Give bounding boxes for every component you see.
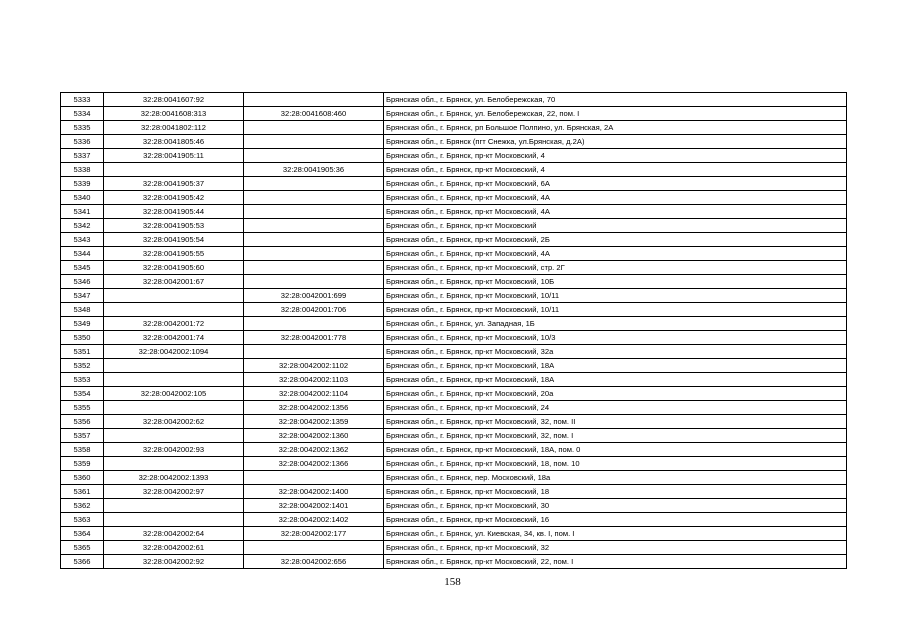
row-number-cell: 5353 bbox=[61, 373, 104, 387]
linked-cadastral-number-cell: 32:28:0042002:1362 bbox=[244, 443, 384, 457]
address-cell: Брянская обл., г. Брянск, пр-кт Московский bbox=[384, 219, 847, 233]
table-row bbox=[61, 471, 847, 485]
address-cell: Брянская обл., г. Брянск, пр-кт Московский, 32 bbox=[384, 541, 847, 555]
row-number-cell: 5350 bbox=[61, 331, 104, 345]
cadastral-number-cell: 32:28:0041905:44 bbox=[104, 205, 244, 219]
table-row bbox=[61, 163, 847, 177]
linked-cadastral-number-cell: 32:28:0042002:1401 bbox=[244, 499, 384, 513]
address-cell: Брянская обл., г. Брянск, пр-кт Московский, 4А bbox=[384, 191, 847, 205]
linked-cadastral-number-cell bbox=[244, 541, 384, 555]
row-number-cell: 5355 bbox=[61, 401, 104, 415]
table-row bbox=[61, 541, 847, 555]
linked-cadastral-number-cell bbox=[244, 191, 384, 205]
linked-cadastral-number-cell: 32:28:0042002:1402 bbox=[244, 513, 384, 527]
row-number-cell: 5344 bbox=[61, 247, 104, 261]
address-cell: Брянская обл., г. Брянск, пр-кт Московский, 18А bbox=[384, 359, 847, 373]
row-number-cell: 5357 bbox=[61, 429, 104, 443]
table-row bbox=[61, 177, 847, 191]
cadastral-number-cell bbox=[104, 499, 244, 513]
cadastral-number-cell: 32:28:0042001:72 bbox=[104, 317, 244, 331]
address-cell: Брянская обл., г. Брянск (пгт Снежка, ул.Брянская, д.2А) bbox=[384, 135, 847, 149]
table-row bbox=[61, 149, 847, 163]
row-number-cell: 5360 bbox=[61, 471, 104, 485]
address-cell: Брянская обл., г. Брянск, пр-кт Московский, 20а bbox=[384, 387, 847, 401]
linked-cadastral-number-cell: 32:28:0042002:1102 bbox=[244, 359, 384, 373]
linked-cadastral-number-cell bbox=[244, 247, 384, 261]
address-cell: Брянская обл., г. Брянск, пр-кт Московский, 4А bbox=[384, 247, 847, 261]
linked-cadastral-number-cell: 32:28:0042002:656 bbox=[244, 555, 384, 569]
address-cell: Брянская обл., г. Брянск, пр-кт Московский, 6А bbox=[384, 177, 847, 191]
table-row bbox=[61, 387, 847, 401]
cadastral-number-cell: 32:28:0041905:55 bbox=[104, 247, 244, 261]
linked-cadastral-number-cell: 32:28:0041905:36 bbox=[244, 163, 384, 177]
table-row bbox=[61, 443, 847, 457]
address-cell: Брянская обл., г. Брянск, ул. Западная, 1Б bbox=[384, 317, 847, 331]
row-number-cell: 5361 bbox=[61, 485, 104, 499]
table-row bbox=[61, 191, 847, 205]
row-number-cell: 5352 bbox=[61, 359, 104, 373]
cadastral-number-cell: 32:28:0042002:1393 bbox=[104, 471, 244, 485]
row-number-cell: 5343 bbox=[61, 233, 104, 247]
table-row bbox=[61, 331, 847, 345]
linked-cadastral-number-cell: 32:28:0042001:778 bbox=[244, 331, 384, 345]
linked-cadastral-number-cell: 32:28:0042002:1104 bbox=[244, 387, 384, 401]
linked-cadastral-number-cell: 32:28:0042002:1359 bbox=[244, 415, 384, 429]
address-cell: Брянская обл., г. Брянск, пр-кт Московский, 10Б bbox=[384, 275, 847, 289]
row-number-cell: 5362 bbox=[61, 499, 104, 513]
linked-cadastral-number-cell bbox=[244, 149, 384, 163]
row-number-cell: 5346 bbox=[61, 275, 104, 289]
table-row bbox=[61, 527, 847, 541]
linked-cadastral-number-cell bbox=[244, 93, 384, 107]
table-row bbox=[61, 205, 847, 219]
row-number-cell: 5359 bbox=[61, 457, 104, 471]
address-cell: Брянская обл., г. Брянск, пр-кт Московский, 32а bbox=[384, 345, 847, 359]
table-row bbox=[61, 135, 847, 149]
address-cell: Брянская обл., г. Брянск, пр-кт Московский, 18А, пом. 0 bbox=[384, 443, 847, 457]
table-row bbox=[61, 219, 847, 233]
row-number-cell: 5348 bbox=[61, 303, 104, 317]
cadastral-number-cell: 32:28:0041905:11 bbox=[104, 149, 244, 163]
row-number-cell: 5341 bbox=[61, 205, 104, 219]
cadastral-number-cell bbox=[104, 163, 244, 177]
cadastral-number-cell bbox=[104, 289, 244, 303]
row-number-cell: 5358 bbox=[61, 443, 104, 457]
cadastral-number-cell: 32:28:0041607:92 bbox=[104, 93, 244, 107]
row-number-cell: 5342 bbox=[61, 219, 104, 233]
address-cell: Брянская обл., г. Брянск, пр-кт Московский, 4 bbox=[384, 149, 847, 163]
address-cell: Брянская обл., г. Брянск, пр-кт Московский, 24 bbox=[384, 401, 847, 415]
table-row bbox=[61, 303, 847, 317]
address-cell: Брянская обл., г. Брянск, пр-кт Московский, 18 bbox=[384, 485, 847, 499]
table-row bbox=[61, 233, 847, 247]
linked-cadastral-number-cell bbox=[244, 135, 384, 149]
linked-cadastral-number-cell bbox=[244, 219, 384, 233]
row-number-cell: 5336 bbox=[61, 135, 104, 149]
address-cell: Брянская обл., г. Брянск, пр-кт Московский, 10/11 bbox=[384, 303, 847, 317]
linked-cadastral-number-cell bbox=[244, 261, 384, 275]
address-cell: Брянская обл., г. Брянск, пр-кт Московский, 22, пом. I bbox=[384, 555, 847, 569]
table-body bbox=[61, 93, 847, 569]
address-cell: Брянская обл., г. Брянск, ул. Белобережская, 70 bbox=[384, 93, 847, 107]
linked-cadastral-number-cell bbox=[244, 275, 384, 289]
linked-cadastral-number-cell bbox=[244, 233, 384, 247]
table-row bbox=[61, 289, 847, 303]
table-row bbox=[61, 107, 847, 121]
linked-cadastral-number-cell: 32:28:0042002:177 bbox=[244, 527, 384, 541]
address-cell: Брянская обл., г. Брянск, пр-кт Московский, 4А bbox=[384, 205, 847, 219]
cadastral-number-cell bbox=[104, 373, 244, 387]
row-number-cell: 5345 bbox=[61, 261, 104, 275]
cadastral-number-cell: 32:28:0041805:46 bbox=[104, 135, 244, 149]
table-row bbox=[61, 555, 847, 569]
linked-cadastral-number-cell bbox=[244, 317, 384, 331]
address-cell: Брянская обл., г. Брянск, пр-кт Московский, 30 bbox=[384, 499, 847, 513]
table-row bbox=[61, 415, 847, 429]
row-number-cell: 5349 bbox=[61, 317, 104, 331]
linked-cadastral-number-cell bbox=[244, 121, 384, 135]
table-row bbox=[61, 275, 847, 289]
linked-cadastral-number-cell: 32:28:0042002:1356 bbox=[244, 401, 384, 415]
table-row bbox=[61, 457, 847, 471]
address-cell: Брянская обл., г. Брянск, рп Большое Полпино, ул. Брянская, 2А bbox=[384, 121, 847, 135]
cadastral-number-cell: 32:28:0041905:54 bbox=[104, 233, 244, 247]
linked-cadastral-number-cell bbox=[244, 345, 384, 359]
cadastral-number-cell: 32:28:0042002:64 bbox=[104, 527, 244, 541]
row-number-cell: 5365 bbox=[61, 541, 104, 555]
cadastral-number-cell: 32:28:0041905:42 bbox=[104, 191, 244, 205]
cadastral-number-cell: 32:28:0042002:93 bbox=[104, 443, 244, 457]
linked-cadastral-number-cell: 32:28:0041608:460 bbox=[244, 107, 384, 121]
linked-cadastral-number-cell: 32:28:0042001:706 bbox=[244, 303, 384, 317]
cadastral-number-cell bbox=[104, 303, 244, 317]
linked-cadastral-number-cell: 32:28:0042002:1366 bbox=[244, 457, 384, 471]
linked-cadastral-number-cell bbox=[244, 205, 384, 219]
address-cell: Брянская обл., г. Брянск, пр-кт Московский, 16 bbox=[384, 513, 847, 527]
cadastral-number-cell bbox=[104, 429, 244, 443]
row-number-cell: 5333 bbox=[61, 93, 104, 107]
table-row bbox=[61, 261, 847, 275]
cadastral-number-cell bbox=[104, 457, 244, 471]
cadastral-number-cell: 32:28:0041905:37 bbox=[104, 177, 244, 191]
row-number-cell: 5334 bbox=[61, 107, 104, 121]
linked-cadastral-number-cell: 32:28:0042002:1360 bbox=[244, 429, 384, 443]
table-row bbox=[61, 359, 847, 373]
row-number-cell: 5363 bbox=[61, 513, 104, 527]
row-number-cell: 5337 bbox=[61, 149, 104, 163]
address-cell: Брянская обл., г. Брянск, пр-кт Московский, 32, пом. I bbox=[384, 429, 847, 443]
table-row bbox=[61, 247, 847, 261]
cadastral-number-cell: 32:28:0042002:1094 bbox=[104, 345, 244, 359]
linked-cadastral-number-cell bbox=[244, 177, 384, 191]
row-number-cell: 5351 bbox=[61, 345, 104, 359]
address-cell: Брянская обл., г. Брянск, ул. Белобережская, 22, пом. I bbox=[384, 107, 847, 121]
address-cell: Брянская обл., г. Брянск, пр-кт Московский, 18А bbox=[384, 373, 847, 387]
address-cell: Брянская обл., г. Брянск, пер. Московский, 18а bbox=[384, 471, 847, 485]
linked-cadastral-number-cell: 32:28:0042002:1400 bbox=[244, 485, 384, 499]
cadastral-number-cell: 32:28:0041608:313 bbox=[104, 107, 244, 121]
table-row bbox=[61, 513, 847, 527]
address-cell: Брянская обл., г. Брянск, пр-кт Московский, стр. 2Г bbox=[384, 261, 847, 275]
table-row bbox=[61, 401, 847, 415]
table-row bbox=[61, 485, 847, 499]
row-number-cell: 5354 bbox=[61, 387, 104, 401]
row-number-cell: 5347 bbox=[61, 289, 104, 303]
cadastral-number-cell: 32:28:0042001:67 bbox=[104, 275, 244, 289]
address-cell: Брянская обл., г. Брянск, ул. Киевская, 34, кв. I, пом. I bbox=[384, 527, 847, 541]
address-cell: Брянская обл., г. Брянск, пр-кт Московский, 32, пом. II bbox=[384, 415, 847, 429]
cadastral-number-cell: 32:28:0042001:74 bbox=[104, 331, 244, 345]
table-row bbox=[61, 373, 847, 387]
table-row bbox=[61, 317, 847, 331]
table-row bbox=[61, 345, 847, 359]
table-row bbox=[61, 121, 847, 135]
linked-cadastral-number-cell bbox=[244, 471, 384, 485]
row-number-cell: 5338 bbox=[61, 163, 104, 177]
cadastral-number-cell: 32:28:0042002:105 bbox=[104, 387, 244, 401]
row-number-cell: 5356 bbox=[61, 415, 104, 429]
address-cell: Брянская обл., г. Брянск, пр-кт Московский, 10/11 bbox=[384, 289, 847, 303]
cadastral-number-cell: 32:28:0042002:61 bbox=[104, 541, 244, 555]
cadastral-number-cell: 32:28:0042002:97 bbox=[104, 485, 244, 499]
cadastral-number-cell bbox=[104, 513, 244, 527]
property-register-table bbox=[60, 92, 847, 569]
row-number-cell: 5335 bbox=[61, 121, 104, 135]
table-row bbox=[61, 93, 847, 107]
address-cell: Брянская обл., г. Брянск, пр-кт Московский, 2Б bbox=[384, 233, 847, 247]
row-number-cell: 5364 bbox=[61, 527, 104, 541]
page-number: 158 bbox=[444, 576, 461, 588]
cadastral-number-cell: 32:28:0041905:53 bbox=[104, 219, 244, 233]
table-row bbox=[61, 499, 847, 513]
address-cell: Брянская обл., г. Брянск, пр-кт Московский, 4 bbox=[384, 163, 847, 177]
row-number-cell: 5340 bbox=[61, 191, 104, 205]
cadastral-number-cell bbox=[104, 401, 244, 415]
address-cell: Брянская обл., г. Брянск, пр-кт Московский, 10/3 bbox=[384, 331, 847, 345]
address-cell: Брянская обл., г. Брянск, пр-кт Московский, 18, пом. 10 bbox=[384, 457, 847, 471]
cadastral-number-cell bbox=[104, 359, 244, 373]
cadastral-number-cell: 32:28:0041802:112 bbox=[104, 121, 244, 135]
cadastral-number-cell: 32:28:0042002:62 bbox=[104, 415, 244, 429]
row-number-cell: 5366 bbox=[61, 555, 104, 569]
cadastral-number-cell: 32:28:0042002:92 bbox=[104, 555, 244, 569]
cadastral-number-cell: 32:28:0041905:60 bbox=[104, 261, 244, 275]
linked-cadastral-number-cell: 32:28:0042001:699 bbox=[244, 289, 384, 303]
linked-cadastral-number-cell: 32:28:0042002:1103 bbox=[244, 373, 384, 387]
table-row bbox=[61, 429, 847, 443]
row-number-cell: 5339 bbox=[61, 177, 104, 191]
